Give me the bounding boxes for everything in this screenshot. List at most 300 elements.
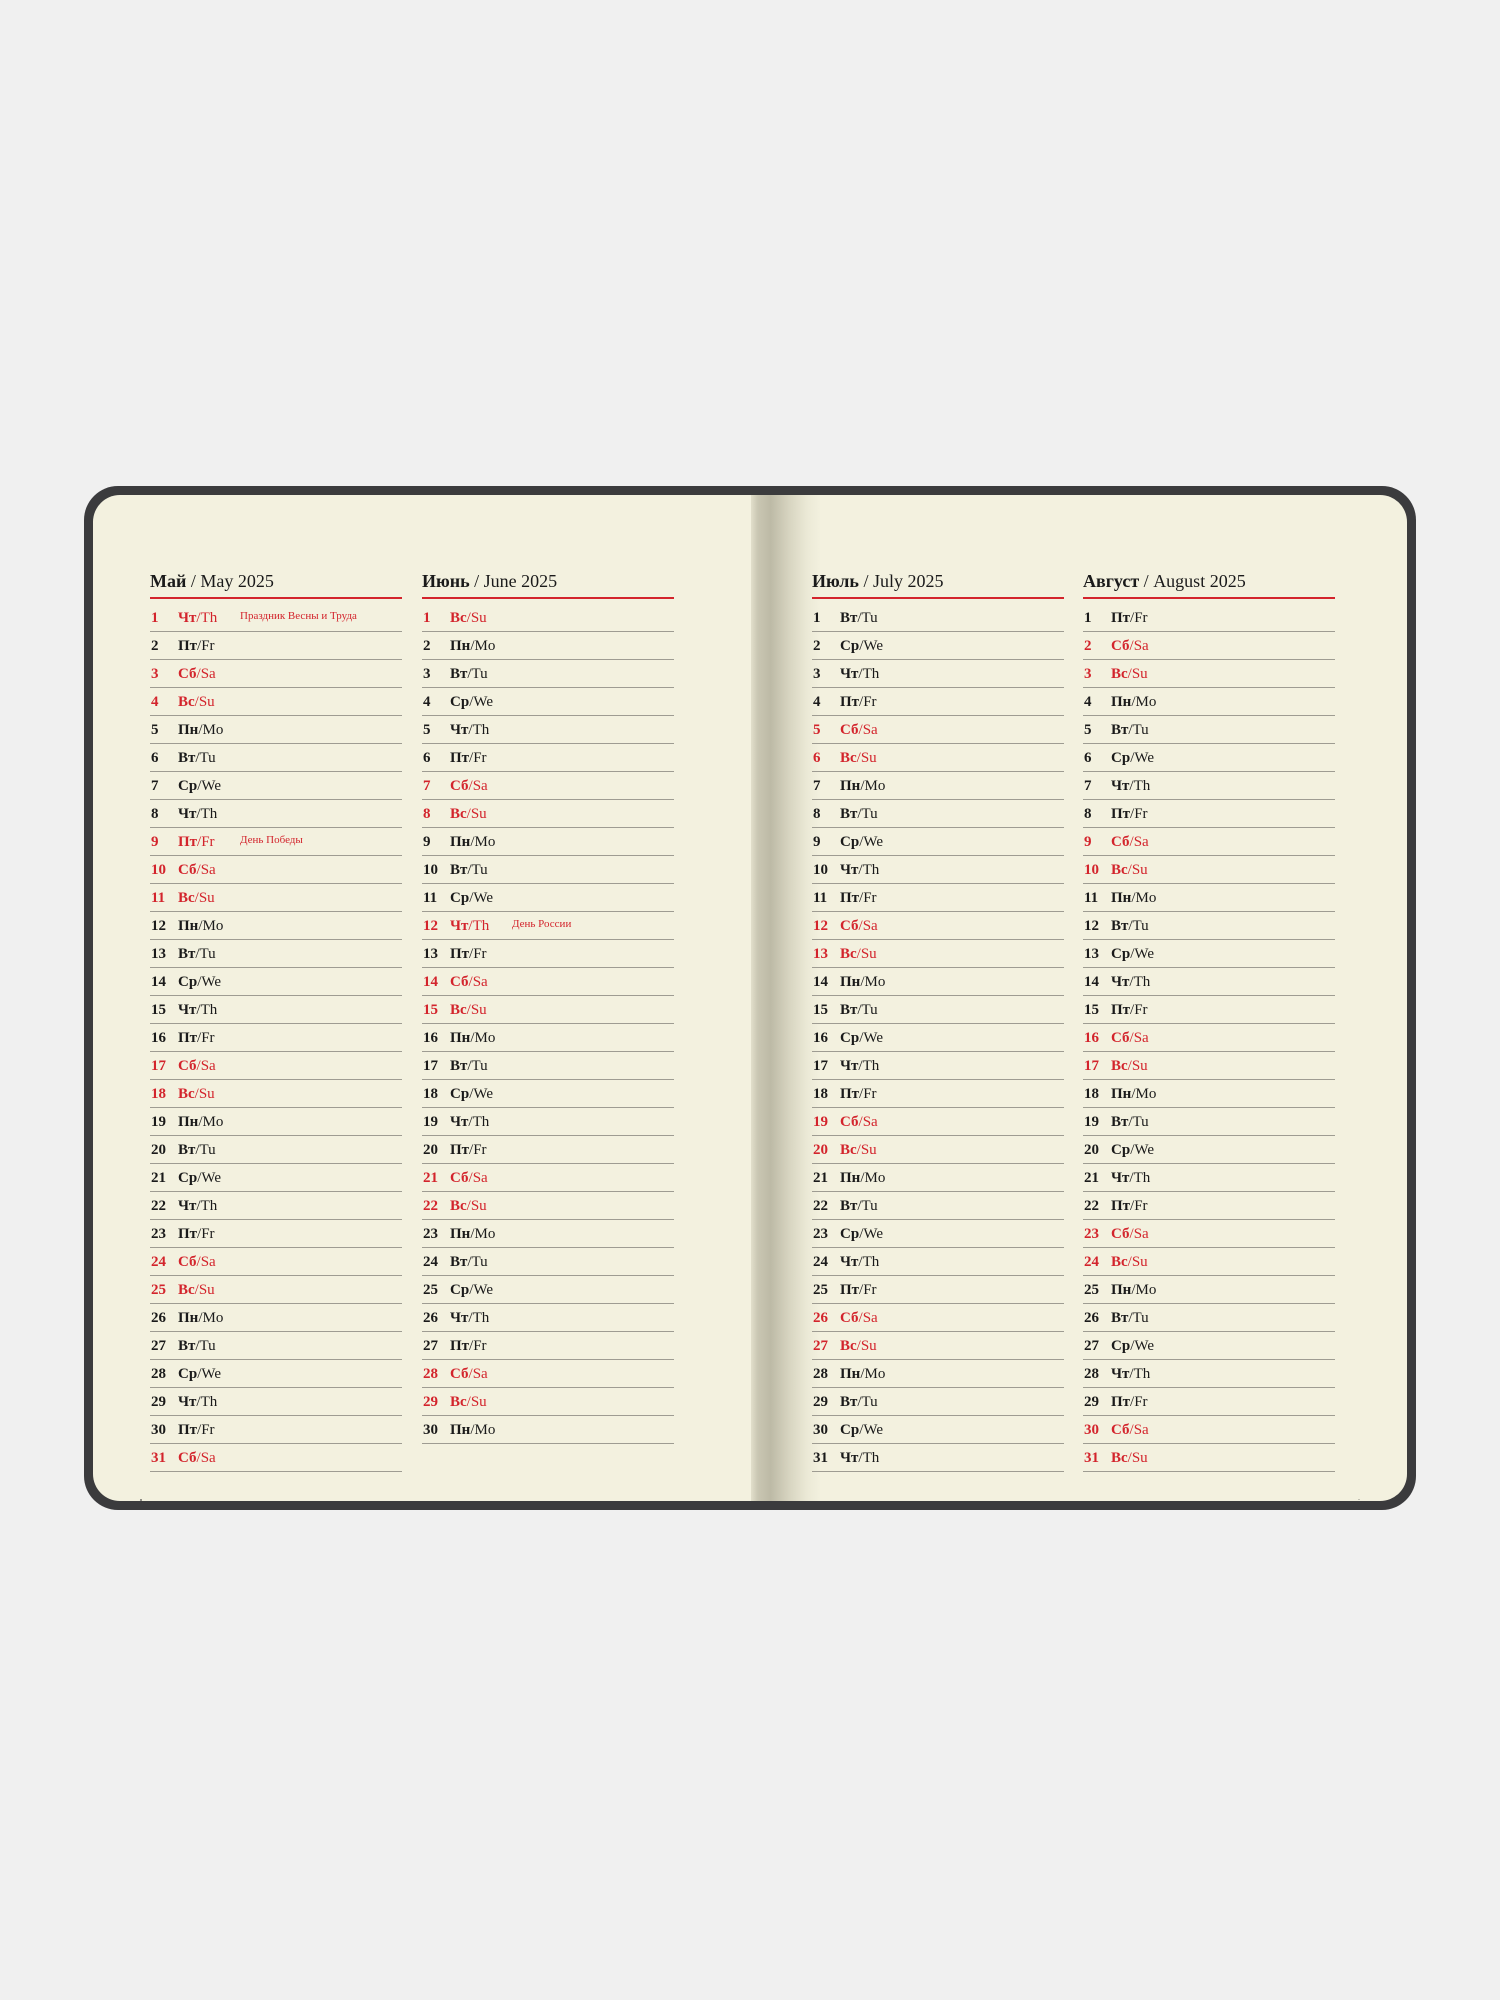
weekday-ru: Вт — [450, 861, 468, 878]
weekday-separator: / — [195, 749, 200, 766]
weekday-separator: / — [1127, 665, 1132, 682]
day-row — [812, 689, 1064, 716]
weekday-separator: / — [1127, 1253, 1132, 1270]
weekday-en: Mo — [202, 1113, 224, 1130]
day-number: 27 — [423, 1337, 438, 1354]
weekday-separator: / — [859, 833, 864, 850]
day-row — [422, 605, 674, 632]
day-number: 31 — [813, 1449, 828, 1466]
weekday-separator: / — [860, 973, 865, 990]
weekday-separator: / — [1130, 1141, 1135, 1158]
weekday-separator: / — [859, 1085, 864, 1102]
day-number: 28 — [813, 1365, 828, 1382]
weekday-ru: Вс — [840, 1141, 857, 1158]
weekday-en: Su — [198, 693, 215, 710]
weekday-ru: Сб — [1111, 1029, 1130, 1046]
weekday-ru: Чт — [178, 1393, 197, 1410]
weekday-ru: Чт — [450, 1113, 469, 1130]
weekday-separator: / — [466, 1197, 471, 1214]
weekday-ru: Пт — [178, 1421, 198, 1438]
weekday-ru: Вт — [178, 1337, 196, 1354]
weekday-ru: Пн — [178, 1309, 199, 1326]
day-row — [1083, 885, 1335, 912]
weekday-ru: Ср — [840, 1029, 860, 1046]
weekday-en: We — [201, 1169, 221, 1186]
weekday-separator: / — [196, 665, 201, 682]
weekday-separator: / — [468, 1169, 473, 1186]
weekday-en: Sa — [1133, 637, 1149, 654]
weekday-separator: / — [467, 861, 472, 878]
day-row — [150, 969, 402, 996]
day-row — [1083, 941, 1335, 968]
weekday-ru: Пн — [450, 637, 471, 654]
day-number: 5 — [423, 721, 431, 738]
day-row — [150, 1165, 402, 1192]
day-row — [150, 745, 402, 772]
day-row — [812, 997, 1064, 1024]
day-row — [422, 969, 674, 996]
day-number: 27 — [151, 1337, 166, 1354]
day-row — [422, 1137, 674, 1164]
day-row — [812, 773, 1064, 800]
weekday-en: Mo — [202, 1309, 224, 1326]
day-row — [812, 1445, 1064, 1472]
day-number: 30 — [813, 1421, 828, 1438]
weekday-en: Su — [198, 1085, 215, 1102]
day-number: 24 — [813, 1253, 828, 1270]
weekday-ru: Ср — [840, 637, 860, 654]
day-number: 8 — [423, 805, 431, 822]
day-row — [422, 829, 674, 856]
day-row — [1083, 1193, 1335, 1220]
weekday-en: Sa — [862, 1309, 878, 1326]
weekday-ru: Вс — [178, 1085, 195, 1102]
weekday-separator: / — [196, 1393, 201, 1410]
month-name-ru: Май — [150, 571, 187, 591]
day-row — [1083, 997, 1335, 1024]
weekday-ru: Вс — [450, 1001, 467, 1018]
day-row — [422, 1361, 674, 1388]
weekday-ru: Вс — [1111, 1449, 1128, 1466]
weekday-ru: Пт — [450, 1337, 470, 1354]
day-row — [1083, 605, 1335, 632]
day-row — [150, 1193, 402, 1220]
day-row — [812, 1025, 1064, 1052]
day-number: 23 — [813, 1225, 828, 1242]
weekday-en: We — [201, 1365, 221, 1382]
day-number: 18 — [423, 1085, 438, 1102]
weekday-separator: / — [470, 1029, 475, 1046]
day-number: 30 — [1084, 1421, 1099, 1438]
day-row — [150, 1137, 402, 1164]
day-number: 19 — [813, 1113, 828, 1130]
weekday-separator: / — [1128, 1309, 1133, 1326]
day-row — [422, 689, 674, 716]
day-number: 16 — [151, 1029, 166, 1046]
weekday-en: Th — [200, 1393, 218, 1410]
weekday-en: Mo — [1135, 1281, 1157, 1298]
weekday-ru: Вс — [178, 889, 195, 906]
weekday-separator: / — [198, 1309, 203, 1326]
weekday-ru: Пт — [1111, 805, 1131, 822]
day-number: 29 — [813, 1393, 828, 1410]
weekday-en: Tu — [861, 1197, 878, 1214]
day-number: 26 — [1084, 1309, 1099, 1326]
weekday-separator: / — [860, 777, 865, 794]
weekday-ru: Пт — [1111, 1393, 1131, 1410]
day-row — [150, 997, 402, 1024]
day-number: 6 — [423, 749, 431, 766]
weekday-en: Fr — [201, 1029, 215, 1046]
weekday-separator: / — [859, 1225, 864, 1242]
day-row — [422, 1305, 674, 1332]
day-number: 14 — [1084, 973, 1099, 990]
weekday-separator: / — [1131, 1281, 1136, 1298]
weekday-ru: Сб — [178, 1253, 197, 1270]
day-number: 29 — [1084, 1393, 1099, 1410]
weekday-ru: Вс — [450, 805, 467, 822]
day-row — [422, 1389, 674, 1416]
weekday-separator: / — [858, 665, 863, 682]
weekday-en: Tu — [471, 1253, 488, 1270]
weekday-separator: / — [1130, 1001, 1135, 1018]
day-number: 16 — [813, 1029, 828, 1046]
day-number: 23 — [423, 1225, 438, 1242]
day-number: 17 — [423, 1057, 438, 1074]
day-number: 1 — [151, 609, 159, 626]
day-number: 7 — [1084, 777, 1092, 794]
weekday-ru: Пн — [178, 1113, 199, 1130]
day-number: 15 — [813, 1001, 828, 1018]
day-row — [1083, 801, 1335, 828]
weekday-en: Tu — [1132, 721, 1149, 738]
day-row — [1083, 1137, 1335, 1164]
weekday-separator: / — [856, 749, 861, 766]
weekday-en: We — [863, 1225, 883, 1242]
weekday-ru: Сб — [178, 861, 197, 878]
weekday-separator: / — [858, 861, 863, 878]
weekday-en: Fr — [863, 1281, 877, 1298]
weekday-en: Fr — [201, 637, 215, 654]
weekday-en: Fr — [201, 833, 215, 850]
weekday-en: Sa — [200, 665, 216, 682]
day-number: 21 — [151, 1169, 166, 1186]
day-number: 6 — [1084, 749, 1092, 766]
weekday-en: Tu — [471, 861, 488, 878]
day-number: 11 — [1084, 889, 1099, 906]
day-row — [1083, 1389, 1335, 1416]
weekday-ru: Сб — [1111, 833, 1130, 850]
weekday-separator: / — [857, 1197, 862, 1214]
weekday-ru: Вс — [1111, 1057, 1128, 1074]
day-number: 12 — [423, 917, 438, 934]
weekday-ru: Вт — [450, 1057, 468, 1074]
weekday-ru: Пн — [840, 777, 861, 794]
month-name-ru: Август — [1083, 571, 1140, 591]
weekday-separator: / — [1129, 1029, 1134, 1046]
day-number: 31 — [151, 1449, 166, 1466]
weekday-separator: / — [197, 973, 202, 990]
day-number: 25 — [151, 1281, 166, 1298]
weekday-en: Th — [200, 1001, 218, 1018]
day-number: 5 — [813, 721, 821, 738]
day-row — [812, 885, 1064, 912]
weekday-ru: Ср — [450, 889, 470, 906]
day-row — [812, 1333, 1064, 1360]
day-row — [150, 1025, 402, 1052]
weekday-en: Fr — [1134, 805, 1148, 822]
day-number: 27 — [1084, 1337, 1099, 1354]
month-name-ru: Июнь — [422, 571, 470, 591]
weekday-en: Th — [472, 1309, 490, 1326]
day-number: 10 — [1084, 861, 1099, 878]
day-number: 6 — [813, 749, 821, 766]
day-number: 1 — [423, 609, 431, 626]
weekday-en: Tu — [199, 1337, 216, 1354]
weekday-separator: / — [195, 945, 200, 962]
weekday-en: Fr — [201, 1421, 215, 1438]
weekday-separator: / — [198, 917, 203, 934]
weekday-en: Tu — [861, 1393, 878, 1410]
day-number: 9 — [423, 833, 431, 850]
weekday-separator: / — [1128, 1113, 1133, 1130]
month-title: Июль / July 2025 — [812, 565, 1064, 599]
day-number: 13 — [423, 945, 438, 962]
weekday-separator: / — [466, 609, 471, 626]
weekday-ru: Чт — [840, 1253, 859, 1270]
page-gutter — [751, 495, 821, 1501]
weekday-en: Fr — [863, 1085, 877, 1102]
day-number: 9 — [1084, 833, 1092, 850]
day-number: 13 — [813, 945, 828, 962]
day-row — [422, 1333, 674, 1360]
weekday-en: Sa — [1133, 1421, 1149, 1438]
weekday-ru: Чт — [178, 609, 197, 626]
day-row — [150, 913, 402, 940]
weekday-en: Mo — [474, 1225, 496, 1242]
weekday-separator: / — [467, 1057, 472, 1074]
weekday-en: Mo — [1135, 889, 1157, 906]
day-number: 30 — [423, 1421, 438, 1438]
month-name-en: July 2025 — [872, 571, 944, 591]
day-row — [1083, 633, 1335, 660]
weekday-ru: Ср — [1111, 1337, 1131, 1354]
day-number: 3 — [1084, 665, 1092, 682]
weekday-ru: Пн — [1111, 1281, 1132, 1298]
day-row — [812, 1053, 1064, 1080]
weekday-en: We — [1134, 1337, 1154, 1354]
weekday-separator: / — [1127, 861, 1132, 878]
day-number: 14 — [423, 973, 438, 990]
weekday-ru: Вт — [450, 665, 468, 682]
weekday-separator: / — [468, 1309, 473, 1326]
weekday-separator: / — [197, 777, 202, 794]
weekday-ru: Сб — [450, 973, 469, 990]
day-number: 29 — [423, 1393, 438, 1410]
weekday-en: Fr — [473, 749, 487, 766]
weekday-en: Tu — [471, 1057, 488, 1074]
weekday-ru: Чт — [840, 1057, 859, 1074]
day-number: 7 — [151, 777, 159, 794]
weekday-en: Th — [862, 1449, 880, 1466]
weekday-separator: / — [858, 1113, 863, 1130]
weekday-separator: / — [858, 1309, 863, 1326]
weekday-en: Mo — [474, 833, 496, 850]
weekday-separator: / — [196, 609, 201, 626]
weekday-ru: Сб — [450, 1365, 469, 1382]
weekday-separator: / — [858, 1449, 863, 1466]
corner-dotted-arc-right — [1339, 1433, 1407, 1501]
day-row — [150, 885, 402, 912]
day-number: 18 — [1084, 1085, 1099, 1102]
day-number: 25 — [813, 1281, 828, 1298]
weekday-separator: / — [196, 1197, 201, 1214]
weekday-separator: / — [469, 1141, 474, 1158]
weekday-separator: / — [197, 637, 202, 654]
weekday-separator: / — [466, 805, 471, 822]
weekday-en: Sa — [1133, 1225, 1149, 1242]
weekday-ru: Пт — [450, 945, 470, 962]
weekday-en: Sa — [472, 1169, 488, 1186]
day-number: 10 — [423, 861, 438, 878]
day-number: 2 — [423, 637, 431, 654]
day-number: 18 — [151, 1085, 166, 1102]
weekday-ru: Пн — [450, 1029, 471, 1046]
weekday-en: Mo — [1135, 1085, 1157, 1102]
day-number: 13 — [151, 945, 166, 962]
day-number: 21 — [423, 1169, 438, 1186]
weekday-separator: / — [468, 1365, 473, 1382]
day-row — [1083, 745, 1335, 772]
day-row — [150, 1053, 402, 1080]
day-row — [422, 717, 674, 744]
weekday-separator: / — [858, 1253, 863, 1270]
day-row — [150, 717, 402, 744]
weekday-separator: / — [1129, 777, 1134, 794]
day-row — [150, 661, 402, 688]
day-number: 29 — [151, 1393, 166, 1410]
weekday-separator: / — [469, 1281, 474, 1298]
weekday-en: Th — [200, 1197, 218, 1214]
weekday-en: Sa — [472, 1365, 488, 1382]
day-row — [422, 857, 674, 884]
weekday-en: Tu — [1132, 1113, 1149, 1130]
weekday-separator: / — [197, 833, 202, 850]
weekday-en: Tu — [199, 1141, 216, 1158]
weekday-separator: / — [194, 889, 199, 906]
weekday-en: Sa — [1133, 833, 1149, 850]
day-row — [150, 633, 402, 660]
weekday-en: Fr — [1134, 1001, 1148, 1018]
weekday-separator: / — [469, 749, 474, 766]
day-number: 2 — [1084, 637, 1092, 654]
weekday-ru: Сб — [840, 1113, 859, 1130]
weekday-en: Su — [1131, 1449, 1148, 1466]
weekday-separator: / — [1129, 833, 1134, 850]
day-number: 5 — [151, 721, 159, 738]
day-number: 20 — [423, 1141, 438, 1158]
weekday-ru: Вт — [1111, 917, 1129, 934]
weekday-en: Su — [470, 1197, 487, 1214]
day-row — [1083, 717, 1335, 744]
day-row — [422, 1081, 674, 1108]
weekday-ru: Вс — [1111, 861, 1128, 878]
weekday-en: Fr — [1134, 609, 1148, 626]
day-row — [1083, 1025, 1335, 1052]
weekday-ru: Сб — [178, 1449, 197, 1466]
weekday-ru: Сб — [840, 1309, 859, 1326]
day-row — [422, 913, 674, 940]
weekday-separator: / — [859, 1281, 864, 1298]
weekday-separator: / — [859, 637, 864, 654]
weekday-en: Fr — [473, 1337, 487, 1354]
day-row — [812, 1277, 1064, 1304]
weekday-en: We — [863, 1029, 883, 1046]
day-number: 8 — [151, 805, 159, 822]
weekday-en: Fr — [1134, 1393, 1148, 1410]
weekday-ru: Вс — [840, 749, 857, 766]
day-number: 16 — [423, 1029, 438, 1046]
weekday-en: We — [473, 889, 493, 906]
weekday-separator: / — [1131, 693, 1136, 710]
weekday-en: Fr — [473, 945, 487, 962]
weekday-ru: Ср — [840, 1225, 860, 1242]
day-number: 20 — [151, 1141, 166, 1158]
planner-cover — [84, 486, 1416, 1510]
day-row — [150, 605, 402, 632]
weekday-ru: Вт — [840, 805, 858, 822]
day-number: 10 — [813, 861, 828, 878]
weekday-ru: Чт — [1111, 777, 1130, 794]
day-list — [150, 605, 402, 1472]
day-number: 11 — [423, 889, 438, 906]
weekday-en: Sa — [862, 917, 878, 934]
weekday-en: Th — [200, 805, 218, 822]
day-row — [812, 661, 1064, 688]
weekday-en: Fr — [863, 693, 877, 710]
weekday-separator: / — [467, 665, 472, 682]
weekday-ru: Ср — [178, 973, 198, 990]
day-row — [1083, 1081, 1335, 1108]
weekday-en: Tu — [861, 805, 878, 822]
weekday-ru: Вт — [840, 609, 858, 626]
day-row — [1083, 1053, 1335, 1080]
weekday-en: Tu — [861, 609, 878, 626]
weekday-separator: / — [1129, 1169, 1134, 1186]
weekday-en: Su — [470, 1001, 487, 1018]
weekday-separator: / — [470, 1225, 475, 1242]
weekday-en: Mo — [202, 721, 224, 738]
weekday-en: Sa — [472, 973, 488, 990]
weekday-en: Th — [862, 861, 880, 878]
day-row — [812, 829, 1064, 856]
weekday-separator: / — [1130, 749, 1135, 766]
weekday-separator: / — [858, 721, 863, 738]
weekday-separator: / — [1131, 1085, 1136, 1102]
day-row — [1083, 773, 1335, 800]
day-row — [1083, 1249, 1335, 1276]
weekday-en: We — [201, 777, 221, 794]
weekday-ru: Сб — [178, 1057, 197, 1074]
day-row — [422, 1053, 674, 1080]
weekday-ru: Сб — [450, 777, 469, 794]
day-row — [1083, 1333, 1335, 1360]
day-row — [1083, 689, 1335, 716]
month-may — [150, 565, 402, 1473]
day-number: 31 — [1084, 1449, 1099, 1466]
day-number: 25 — [1084, 1281, 1099, 1298]
day-row — [150, 1277, 402, 1304]
